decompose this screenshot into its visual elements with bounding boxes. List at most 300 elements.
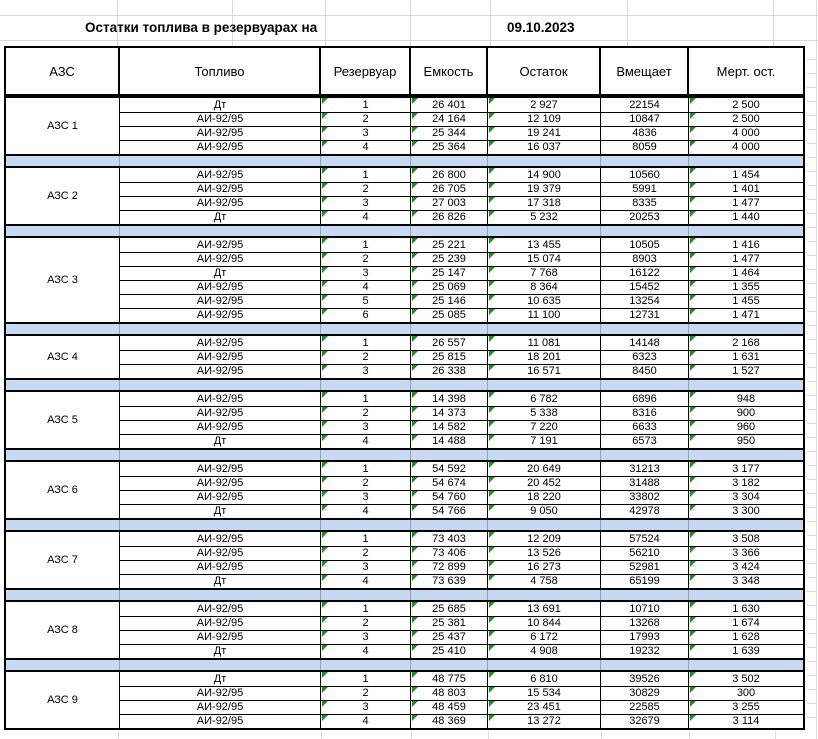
separator-cell[interactable] — [411, 450, 488, 460]
separator-cell[interactable] — [601, 324, 689, 334]
cell-fuel[interactable]: АИ-92/95 — [120, 700, 321, 714]
cell-holds[interactable]: 8059 — [601, 140, 689, 154]
cell-reservoir[interactable]: 3 — [321, 490, 411, 504]
cell-capacity[interactable]: 25 410 — [411, 644, 488, 658]
separator-cell[interactable] — [689, 156, 803, 166]
cell-reservoir[interactable]: 1 — [321, 168, 411, 182]
cell-holds[interactable]: 8316 — [601, 406, 689, 420]
column-header-3[interactable]: Емкость — [411, 48, 488, 94]
separator-cell[interactable] — [6, 450, 120, 460]
cell-fuel[interactable]: Дт — [120, 434, 321, 448]
cell-remainder[interactable]: 11 100 — [488, 308, 601, 322]
cell-dead[interactable]: 2 168 — [689, 336, 803, 350]
cell-reservoir[interactable]: 4 — [321, 504, 411, 518]
cell-holds[interactable]: 31213 — [601, 462, 689, 476]
separator-cell[interactable] — [689, 590, 803, 600]
cell-fuel[interactable]: Дт — [120, 504, 321, 518]
cell-capacity[interactable]: 26 705 — [411, 182, 488, 196]
cell-capacity[interactable]: 54 674 — [411, 476, 488, 490]
cell-reservoir[interactable]: 2 — [321, 182, 411, 196]
separator-cell[interactable] — [601, 380, 689, 390]
cell-reservoir[interactable]: 2 — [321, 112, 411, 126]
separator-cell[interactable] — [488, 660, 601, 670]
separator-cell[interactable] — [601, 590, 689, 600]
cell-fuel[interactable]: Дт — [120, 672, 321, 686]
cell-holds[interactable]: 56210 — [601, 546, 689, 560]
separator-cell[interactable] — [601, 520, 689, 530]
cell-holds[interactable]: 20253 — [601, 210, 689, 224]
cell-holds[interactable]: 10560 — [601, 168, 689, 182]
cell-capacity[interactable]: 25 221 — [411, 238, 488, 252]
cell-fuel[interactable]: АИ-92/95 — [120, 714, 321, 728]
cell-reservoir[interactable]: 4 — [321, 210, 411, 224]
separator-cell[interactable] — [321, 450, 411, 460]
cell-reservoir[interactable]: 6 — [321, 308, 411, 322]
cell-capacity[interactable]: 54 766 — [411, 504, 488, 518]
cell-holds[interactable]: 10505 — [601, 238, 689, 252]
cell-holds[interactable]: 6573 — [601, 434, 689, 448]
cell-fuel[interactable]: АИ-92/95 — [120, 406, 321, 420]
cell-remainder[interactable]: 17 318 — [488, 196, 601, 210]
cell-holds[interactable]: 8335 — [601, 196, 689, 210]
column-header-2[interactable]: Резервуар — [321, 48, 411, 94]
cell-holds[interactable]: 42978 — [601, 504, 689, 518]
separator-cell[interactable] — [6, 324, 120, 334]
cell-reservoir[interactable]: 3 — [321, 364, 411, 378]
cell-reservoir[interactable]: 4 — [321, 644, 411, 658]
separator-cell[interactable] — [321, 660, 411, 670]
separator-cell[interactable] — [488, 450, 601, 460]
cell-reservoir[interactable]: 4 — [321, 714, 411, 728]
cell-capacity[interactable]: 25 381 — [411, 616, 488, 630]
cell-reservoir[interactable]: 1 — [321, 98, 411, 112]
separator-cell[interactable] — [120, 380, 321, 390]
cell-capacity[interactable]: 27 003 — [411, 196, 488, 210]
cell-dead[interactable]: 950 — [689, 434, 803, 448]
cell-remainder[interactable]: 13 455 — [488, 238, 601, 252]
separator-cell[interactable] — [411, 590, 488, 600]
cell-dead[interactable]: 3 182 — [689, 476, 803, 490]
cell-remainder[interactable]: 2 927 — [488, 98, 601, 112]
cell-capacity[interactable]: 48 459 — [411, 700, 488, 714]
separator-cell[interactable] — [601, 226, 689, 236]
cell-capacity[interactable]: 72 899 — [411, 560, 488, 574]
cell-remainder[interactable]: 6 172 — [488, 630, 601, 644]
cell-holds[interactable]: 8903 — [601, 252, 689, 266]
cell-reservoir[interactable]: 2 — [321, 546, 411, 560]
cell-dead[interactable]: 1 471 — [689, 308, 803, 322]
separator-cell[interactable] — [689, 520, 803, 530]
separator-cell[interactable] — [411, 660, 488, 670]
column-header-5[interactable]: Вмещает — [601, 48, 689, 94]
cell-fuel[interactable]: АИ-92/95 — [120, 182, 321, 196]
separator-cell[interactable] — [120, 660, 321, 670]
cell-capacity[interactable]: 73 406 — [411, 546, 488, 560]
cell-reservoir[interactable]: 2 — [321, 252, 411, 266]
cell-remainder[interactable]: 15 074 — [488, 252, 601, 266]
cell-reservoir[interactable]: 1 — [321, 336, 411, 350]
cell-remainder[interactable]: 4 758 — [488, 574, 601, 588]
cell-capacity[interactable]: 48 775 — [411, 672, 488, 686]
separator-cell[interactable] — [411, 520, 488, 530]
cell-fuel[interactable]: АИ-92/95 — [120, 112, 321, 126]
cell-reservoir[interactable]: 1 — [321, 532, 411, 546]
station-name-cell[interactable]: АЗС 8 — [6, 602, 120, 658]
cell-capacity[interactable]: 25 437 — [411, 630, 488, 644]
cell-remainder[interactable]: 7 220 — [488, 420, 601, 434]
separator-cell[interactable] — [6, 156, 120, 166]
cell-remainder[interactable]: 7 191 — [488, 434, 601, 448]
cell-remainder[interactable]: 12 109 — [488, 112, 601, 126]
separator-cell[interactable] — [689, 324, 803, 334]
cell-holds[interactable]: 57524 — [601, 532, 689, 546]
cell-capacity[interactable]: 73 403 — [411, 532, 488, 546]
cell-remainder[interactable]: 19 241 — [488, 126, 601, 140]
cell-holds[interactable]: 52981 — [601, 560, 689, 574]
separator-cell[interactable] — [120, 520, 321, 530]
cell-remainder[interactable]: 9 050 — [488, 504, 601, 518]
cell-remainder[interactable]: 20 649 — [488, 462, 601, 476]
cell-remainder[interactable]: 13 272 — [488, 714, 601, 728]
cell-fuel[interactable]: Дт — [120, 574, 321, 588]
separator-cell[interactable] — [601, 156, 689, 166]
cell-dead[interactable]: 900 — [689, 406, 803, 420]
cell-capacity[interactable]: 25 069 — [411, 280, 488, 294]
column-header-0[interactable]: АЗС — [6, 48, 120, 94]
cell-holds[interactable]: 5991 — [601, 182, 689, 196]
cell-capacity[interactable]: 14 373 — [411, 406, 488, 420]
cell-dead[interactable]: 1 631 — [689, 350, 803, 364]
station-name-cell[interactable]: АЗС 5 — [6, 392, 120, 448]
cell-fuel[interactable]: АИ-92/95 — [120, 196, 321, 210]
cell-holds[interactable]: 19232 — [601, 644, 689, 658]
station-name-cell[interactable]: АЗС 3 — [6, 238, 120, 322]
cell-holds[interactable]: 10847 — [601, 112, 689, 126]
station-name-cell[interactable]: АЗС 1 — [6, 98, 120, 154]
cell-reservoir[interactable]: 4 — [321, 574, 411, 588]
cell-dead[interactable]: 1 628 — [689, 630, 803, 644]
cell-dead[interactable]: 1 455 — [689, 294, 803, 308]
separator-cell[interactable] — [488, 156, 601, 166]
cell-holds[interactable]: 6896 — [601, 392, 689, 406]
cell-capacity[interactable]: 25 685 — [411, 602, 488, 616]
cell-remainder[interactable]: 16 273 — [488, 560, 601, 574]
separator-cell[interactable] — [120, 324, 321, 334]
separator-cell[interactable] — [6, 590, 120, 600]
cell-holds[interactable]: 6323 — [601, 350, 689, 364]
cell-dead[interactable]: 1 630 — [689, 602, 803, 616]
station-name-cell[interactable]: АЗС 6 — [6, 462, 120, 518]
cell-fuel[interactable]: АИ-92/95 — [120, 280, 321, 294]
cell-reservoir[interactable]: 2 — [321, 406, 411, 420]
cell-dead[interactable]: 1 416 — [689, 238, 803, 252]
cell-fuel[interactable]: АИ-92/95 — [120, 476, 321, 490]
cell-dead[interactable]: 3 508 — [689, 532, 803, 546]
cell-remainder[interactable]: 5 232 — [488, 210, 601, 224]
cell-remainder[interactable]: 20 452 — [488, 476, 601, 490]
separator-cell[interactable] — [488, 590, 601, 600]
separator-cell[interactable] — [411, 156, 488, 166]
cell-capacity[interactable]: 25 147 — [411, 266, 488, 280]
cell-capacity[interactable]: 25 344 — [411, 126, 488, 140]
cell-remainder[interactable]: 13 691 — [488, 602, 601, 616]
column-header-4[interactable]: Остаток — [488, 48, 601, 94]
station-name-cell[interactable]: АЗС 4 — [6, 336, 120, 378]
cell-capacity[interactable]: 14 398 — [411, 392, 488, 406]
cell-fuel[interactable]: АИ-92/95 — [120, 126, 321, 140]
station-name-cell[interactable]: АЗС 2 — [6, 168, 120, 224]
cell-dead[interactable]: 1 401 — [689, 182, 803, 196]
separator-cell[interactable] — [321, 380, 411, 390]
cell-reservoir[interactable]: 3 — [321, 700, 411, 714]
cell-dead[interactable]: 300 — [689, 686, 803, 700]
cell-remainder[interactable]: 12 209 — [488, 532, 601, 546]
cell-remainder[interactable]: 16 571 — [488, 364, 601, 378]
report-date[interactable]: 09.10.2023 — [507, 20, 575, 35]
cell-holds[interactable]: 39526 — [601, 672, 689, 686]
cell-reservoir[interactable]: 1 — [321, 672, 411, 686]
cell-dead[interactable]: 1 527 — [689, 364, 803, 378]
cell-holds[interactable]: 31488 — [601, 476, 689, 490]
cell-dead[interactable]: 3 300 — [689, 504, 803, 518]
cell-dead[interactable]: 1 454 — [689, 168, 803, 182]
separator-cell[interactable] — [689, 380, 803, 390]
cell-holds[interactable]: 17993 — [601, 630, 689, 644]
cell-fuel[interactable]: Дт — [120, 644, 321, 658]
cell-dead[interactable]: 1 477 — [689, 252, 803, 266]
cell-reservoir[interactable]: 3 — [321, 126, 411, 140]
cell-reservoir[interactable]: 1 — [321, 602, 411, 616]
cell-holds[interactable]: 22154 — [601, 98, 689, 112]
separator-cell[interactable] — [411, 380, 488, 390]
separator-cell[interactable] — [120, 590, 321, 600]
cell-reservoir[interactable]: 2 — [321, 350, 411, 364]
separator-cell[interactable] — [120, 450, 321, 460]
cell-capacity[interactable]: 26 557 — [411, 336, 488, 350]
cell-dead[interactable]: 3 114 — [689, 714, 803, 728]
cell-fuel[interactable]: АИ-92/95 — [120, 392, 321, 406]
cell-reservoir[interactable]: 3 — [321, 560, 411, 574]
cell-fuel[interactable]: АИ-92/95 — [120, 294, 321, 308]
cell-holds[interactable]: 15452 — [601, 280, 689, 294]
cell-remainder[interactable]: 13 526 — [488, 546, 601, 560]
cell-fuel[interactable]: Дт — [120, 210, 321, 224]
cell-capacity[interactable]: 24 164 — [411, 112, 488, 126]
cell-capacity[interactable]: 54 592 — [411, 462, 488, 476]
separator-cell[interactable] — [321, 520, 411, 530]
separator-row — [4, 520, 805, 530]
separator-cell[interactable] — [601, 660, 689, 670]
cell-capacity[interactable]: 26 338 — [411, 364, 488, 378]
separator-row — [4, 590, 805, 600]
cell-dead[interactable]: 2 500 — [689, 98, 803, 112]
cell-remainder[interactable]: 19 379 — [488, 182, 601, 196]
cell-capacity[interactable]: 73 639 — [411, 574, 488, 588]
separator-cell[interactable] — [411, 324, 488, 334]
cell-remainder[interactable]: 11 081 — [488, 336, 601, 350]
cell-fuel[interactable]: АИ-92/95 — [120, 308, 321, 322]
cell-remainder[interactable]: 6 810 — [488, 672, 601, 686]
cell-fuel[interactable]: АИ-92/95 — [120, 364, 321, 378]
cell-fuel[interactable]: АИ-92/95 — [120, 616, 321, 630]
cell-holds[interactable]: 30829 — [601, 686, 689, 700]
cell-remainder[interactable]: 14 900 — [488, 168, 601, 182]
cell-dead[interactable]: 3 348 — [689, 574, 803, 588]
cell-fuel[interactable]: АИ-92/95 — [120, 420, 321, 434]
cell-dead[interactable]: 3 502 — [689, 672, 803, 686]
cell-reservoir[interactable]: 1 — [321, 238, 411, 252]
cell-fuel[interactable]: Дт — [120, 98, 321, 112]
cell-capacity[interactable]: 25 146 — [411, 294, 488, 308]
cell-dead[interactable]: 1 355 — [689, 280, 803, 294]
cell-dead[interactable]: 1 440 — [689, 210, 803, 224]
cell-capacity[interactable]: 25 815 — [411, 350, 488, 364]
cell-reservoir[interactable]: 2 — [321, 686, 411, 700]
cell-remainder[interactable]: 15 534 — [488, 686, 601, 700]
cell-dead[interactable]: 3 424 — [689, 560, 803, 574]
separator-cell[interactable] — [120, 156, 321, 166]
cell-fuel[interactable]: АИ-92/95 — [120, 532, 321, 546]
cell-reservoir[interactable]: 1 — [321, 462, 411, 476]
column-header-6[interactable]: Мерт. ост. — [689, 48, 803, 94]
cell-fuel[interactable]: АИ-92/95 — [120, 252, 321, 266]
separator-cell[interactable] — [488, 520, 601, 530]
cell-dead[interactable]: 3 304 — [689, 490, 803, 504]
cell-holds[interactable]: 33802 — [601, 490, 689, 504]
report-title[interactable]: Остатки топлива в резервуарах на — [85, 20, 318, 35]
cell-fuel[interactable]: АИ-92/95 — [120, 546, 321, 560]
station-block — [4, 390, 805, 450]
station-block — [4, 334, 805, 380]
cell-reservoir[interactable]: 4 — [321, 280, 411, 294]
cell-dead[interactable]: 1 674 — [689, 616, 803, 630]
separator-cell[interactable] — [321, 156, 411, 166]
cell-dead[interactable]: 4 000 — [689, 126, 803, 140]
separator-cell[interactable] — [689, 450, 803, 460]
cell-fuel[interactable]: АИ-92/95 — [120, 336, 321, 350]
cell-holds[interactable]: 16122 — [601, 266, 689, 280]
cell-reservoir[interactable]: 5 — [321, 294, 411, 308]
column-header-1[interactable]: Топливо — [120, 48, 321, 94]
cell-remainder[interactable]: 23 451 — [488, 700, 601, 714]
cell-remainder[interactable]: 18 220 — [488, 490, 601, 504]
cell-holds[interactable]: 13268 — [601, 616, 689, 630]
separator-cell[interactable] — [411, 226, 488, 236]
cell-remainder[interactable]: 18 201 — [488, 350, 601, 364]
station-name-cell[interactable]: АЗС 7 — [6, 532, 120, 588]
separator-cell[interactable] — [488, 380, 601, 390]
cell-fuel[interactable]: АИ-92/95 — [120, 490, 321, 504]
cell-dead[interactable]: 960 — [689, 420, 803, 434]
separator-cell[interactable] — [6, 520, 120, 530]
separator-cell[interactable] — [120, 226, 321, 236]
cell-holds[interactable]: 6633 — [601, 420, 689, 434]
cell-remainder[interactable]: 10 844 — [488, 616, 601, 630]
cell-holds[interactable]: 8450 — [601, 364, 689, 378]
cell-reservoir[interactable]: 2 — [321, 476, 411, 490]
separator-cell[interactable] — [488, 226, 601, 236]
cell-fuel[interactable]: Дт — [120, 266, 321, 280]
cell-fuel[interactable]: АИ-92/95 — [120, 238, 321, 252]
cell-fuel[interactable]: АИ-92/95 — [120, 168, 321, 182]
cell-holds[interactable]: 22585 — [601, 700, 689, 714]
cell-holds[interactable]: 13254 — [601, 294, 689, 308]
cell-fuel[interactable]: АИ-92/95 — [120, 602, 321, 616]
cell-remainder[interactable]: 8 364 — [488, 280, 601, 294]
cell-holds[interactable]: 65199 — [601, 574, 689, 588]
cell-fuel[interactable]: АИ-92/95 — [120, 686, 321, 700]
separator-cell[interactable] — [689, 660, 803, 670]
cell-fuel[interactable]: АИ-92/95 — [120, 560, 321, 574]
cell-capacity[interactable]: 14 582 — [411, 420, 488, 434]
cell-capacity[interactable]: 54 760 — [411, 490, 488, 504]
cell-dead[interactable]: 3 177 — [689, 462, 803, 476]
cell-fuel[interactable]: АИ-92/95 — [120, 462, 321, 476]
cell-holds[interactable]: 10710 — [601, 602, 689, 616]
cell-capacity[interactable]: 48 369 — [411, 714, 488, 728]
cell-capacity[interactable]: 25 085 — [411, 308, 488, 322]
cell-capacity[interactable]: 14 488 — [411, 434, 488, 448]
cell-dead[interactable]: 3 366 — [689, 546, 803, 560]
cell-capacity[interactable]: 25 364 — [411, 140, 488, 154]
cell-remainder[interactable]: 4 908 — [488, 644, 601, 658]
cell-dead[interactable]: 948 — [689, 392, 803, 406]
cell-holds[interactable]: 12731 — [601, 308, 689, 322]
cell-remainder[interactable]: 5 338 — [488, 406, 601, 420]
separator-cell[interactable] — [321, 324, 411, 334]
cell-capacity[interactable]: 48 803 — [411, 686, 488, 700]
cell-reservoir[interactable]: 2 — [321, 616, 411, 630]
separator-cell[interactable] — [6, 380, 120, 390]
cell-reservoir[interactable]: 3 — [321, 266, 411, 280]
cell-remainder[interactable]: 10 635 — [488, 294, 601, 308]
separator-cell[interactable] — [321, 590, 411, 600]
separator-cell[interactable] — [321, 226, 411, 236]
cell-capacity[interactable]: 26 401 — [411, 98, 488, 112]
cell-fuel[interactable]: АИ-92/95 — [120, 140, 321, 154]
separator-cell[interactable] — [601, 450, 689, 460]
cell-fuel[interactable]: АИ-92/95 — [120, 350, 321, 364]
cell-reservoir[interactable]: 3 — [321, 630, 411, 644]
separator-cell[interactable] — [488, 324, 601, 334]
station-name-cell[interactable]: АЗС 9 — [6, 672, 120, 728]
cell-dead[interactable]: 4 000 — [689, 140, 803, 154]
cell-holds[interactable]: 32679 — [601, 714, 689, 728]
cell-fuel[interactable]: АИ-92/95 — [120, 630, 321, 644]
cell-capacity[interactable]: 25 239 — [411, 252, 488, 266]
cell-capacity[interactable]: 26 800 — [411, 168, 488, 182]
cell-dead[interactable]: 3 255 — [689, 700, 803, 714]
cell-dead[interactable]: 1 464 — [689, 266, 803, 280]
separator-cell[interactable] — [689, 226, 803, 236]
cell-remainder[interactable]: 6 782 — [488, 392, 601, 406]
cell-reservoir[interactable]: 3 — [321, 420, 411, 434]
separator-cell[interactable] — [6, 226, 120, 236]
cell-remainder[interactable]: 16 037 — [488, 140, 601, 154]
cell-capacity[interactable]: 26 826 — [411, 210, 488, 224]
cell-reservoir[interactable]: 4 — [321, 140, 411, 154]
cell-reservoir[interactable]: 1 — [321, 392, 411, 406]
cell-dead[interactable]: 1 639 — [689, 644, 803, 658]
cell-remainder[interactable]: 7 768 — [488, 266, 601, 280]
cell-holds[interactable]: 14148 — [601, 336, 689, 350]
cell-reservoir[interactable]: 4 — [321, 434, 411, 448]
cell-dead[interactable]: 2 500 — [689, 112, 803, 126]
cell-holds[interactable]: 4836 — [601, 126, 689, 140]
separator-cell[interactable] — [6, 660, 120, 670]
cell-reservoir[interactable]: 3 — [321, 196, 411, 210]
cell-dead[interactable]: 1 477 — [689, 196, 803, 210]
